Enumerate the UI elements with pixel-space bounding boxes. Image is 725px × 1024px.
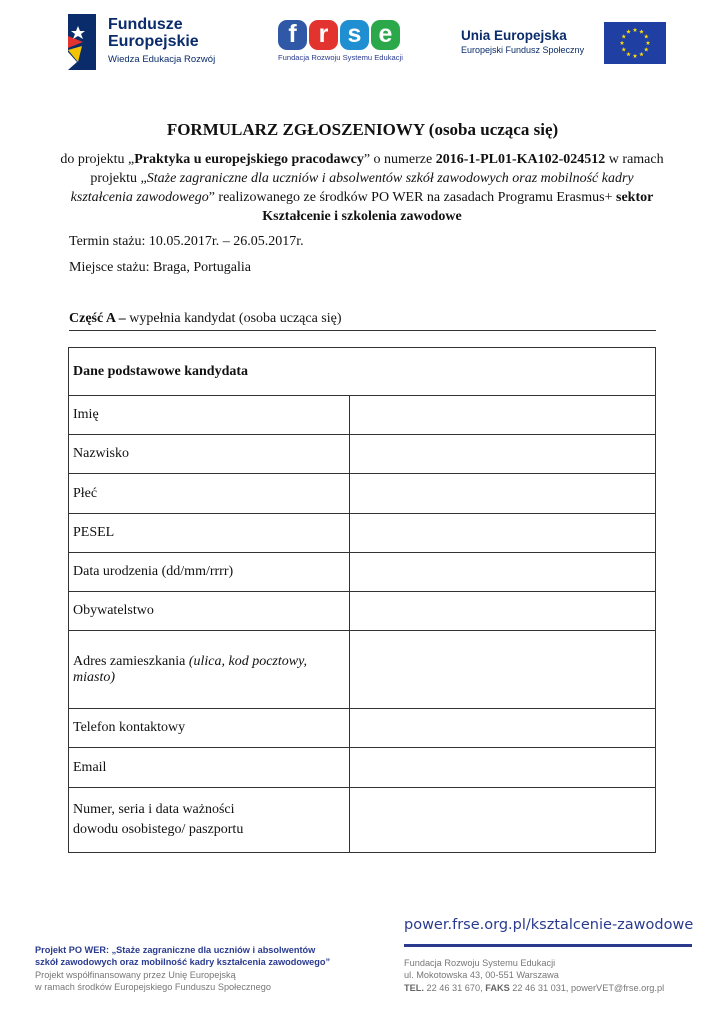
field-input-id-document[interactable] — [350, 788, 656, 853]
footer-left-line2: szkół zawodowych oraz mobilność kadry kształcenia zawodowego” — [35, 957, 331, 968]
fax-label: FAKS — [485, 982, 510, 993]
field-input-pesel[interactable] — [350, 514, 656, 553]
tel-number: 22 46 31 670, — [423, 982, 486, 993]
address-hint: (ulica, kod pocztowy, miasto) — [73, 653, 308, 685]
tel-label: TEL. — [404, 982, 424, 993]
intro-text-4: ” realizowanego ze środków PO WER na zasadach Programu Erasmus+ — [208, 190, 616, 205]
footer-contact-info — [404, 957, 664, 994]
frse-letter-r: r — [309, 20, 338, 50]
field-input-phone[interactable] — [350, 709, 656, 748]
footer-project-info — [35, 944, 330, 994]
field-input-first-name[interactable] — [350, 396, 656, 435]
footer-divider — [404, 944, 692, 947]
form-title: FORMULARZ ZGŁOSZENIOWY (osoba ucząca się) — [166, 120, 559, 139]
footer-left-line3: Projekt współfinansowany przez Unię Europejską — [35, 969, 236, 980]
section-title: Dane podstawowe kandydata — [69, 348, 656, 396]
field-input-citizenship[interactable] — [350, 592, 656, 631]
field-label-pesel: PESEL — [69, 514, 350, 553]
frse-logo — [278, 20, 408, 68]
part-a-heading — [69, 311, 342, 327]
table-row — [69, 788, 656, 853]
table-row — [69, 553, 656, 592]
part-a-divider — [69, 330, 656, 331]
table-row — [69, 435, 656, 474]
field-label-last-name: Nazwisko — [69, 435, 350, 474]
table-header-row — [69, 348, 656, 396]
table-row — [69, 396, 656, 435]
internship-term: Termin stażu: 10.05.2017r. – 26.05.2017r. — [69, 234, 304, 249]
id-document-label-line1: Numer, seria i data ważności — [73, 802, 235, 817]
field-input-address[interactable] — [350, 631, 656, 709]
project-name: Praktyka u europejskiego pracodawcy — [134, 152, 364, 167]
field-input-gender[interactable] — [350, 474, 656, 514]
fe-star-mark-icon — [68, 14, 96, 70]
field-label-address — [69, 631, 350, 709]
project-number: 2016-1-PL01-KA102-024512 — [435, 152, 606, 167]
program-title: Staże zagraniczne dla uczniów i absolwentów szkół zawodowych oraz mobilność kadry kształcenia zawodowego — [70, 171, 634, 205]
table-row — [69, 709, 656, 748]
internship-place: Miejsce stażu: Braga, Portugalia — [69, 260, 251, 275]
intro-text-2: ” o numerze — [363, 152, 436, 167]
eu-logo-text — [461, 28, 596, 55]
table-row — [69, 592, 656, 631]
fax-and-email: 22 46 31 031, powerVET@frse.org.pl — [509, 982, 665, 993]
fundusze-europejskie-logo — [68, 14, 228, 72]
footer-left-line4: w ramach środków Europejskiego Funduszu Społecznego — [35, 982, 271, 993]
footer-left-line1: Projekt PO WER: „Staże zagraniczne dla uczniów i absolwentów — [35, 945, 316, 955]
field-label-gender: Płeć — [69, 474, 350, 514]
candidate-form-table — [68, 347, 656, 853]
frse-subtitle: Fundacja Rozwoju Systemu Edukacji — [278, 53, 403, 62]
field-input-last-name[interactable] — [350, 435, 656, 474]
frse-letter-s: s — [340, 20, 369, 50]
frse-letter-e: e — [371, 20, 400, 50]
fe-logo-line2: Europejskie — [108, 33, 199, 50]
id-document-label-line2: dowodu osobistego/ paszportu — [73, 822, 244, 837]
field-label-phone: Telefon kontaktowy — [69, 709, 350, 748]
eu-title: Unia Europejska — [461, 28, 567, 43]
field-label-email: Email — [69, 748, 350, 788]
fe-logo-line3: Wiedza Edukacja Rozwój — [108, 54, 216, 65]
field-input-birth-date[interactable] — [350, 553, 656, 592]
table-row — [69, 474, 656, 514]
field-label-citizenship: Obywatelstwo — [69, 592, 350, 631]
eu-subtitle: Europejski Fundusz Społeczny — [461, 45, 585, 55]
field-label-id-document — [69, 788, 350, 853]
field-label-birth-date: Data urodzenia (dd/mm/rrrr) — [69, 553, 350, 592]
intro-paragraph — [58, 150, 666, 226]
table-row — [69, 514, 656, 553]
field-input-email[interactable] — [350, 748, 656, 788]
part-a-label: Część A – — [69, 311, 126, 326]
footer-url-link[interactable]: power.frse.org.pl/ksztalcenie-zawodowe — [404, 917, 694, 933]
address-label: Adres zamieszkania — [73, 653, 189, 669]
footer-right-line1: Fundacja Rozwoju Systemu Edukacji — [404, 958, 556, 968]
frse-wordmark — [278, 20, 408, 50]
intro-text-1: do projektu „ — [60, 152, 135, 167]
footer-right-line3 — [404, 982, 664, 994]
intro-text-3: w ramach projektu „ — [90, 152, 664, 186]
field-label-first-name: Imię — [69, 396, 350, 435]
part-a-text: wypełnia kandydat (osoba ucząca się) — [125, 311, 342, 326]
table-row — [69, 631, 656, 709]
frse-letter-f: f — [278, 20, 307, 50]
table-row — [69, 748, 656, 788]
fe-logo-line1: Fundusze — [108, 16, 183, 33]
eu-flag-icon — [604, 22, 666, 64]
sector-name: sektor Kształcenie i szkolenia zawodowe — [262, 190, 654, 224]
footer-right-line2: ul. Mokotowska 43, 00-551 Warszawa — [404, 970, 559, 981]
